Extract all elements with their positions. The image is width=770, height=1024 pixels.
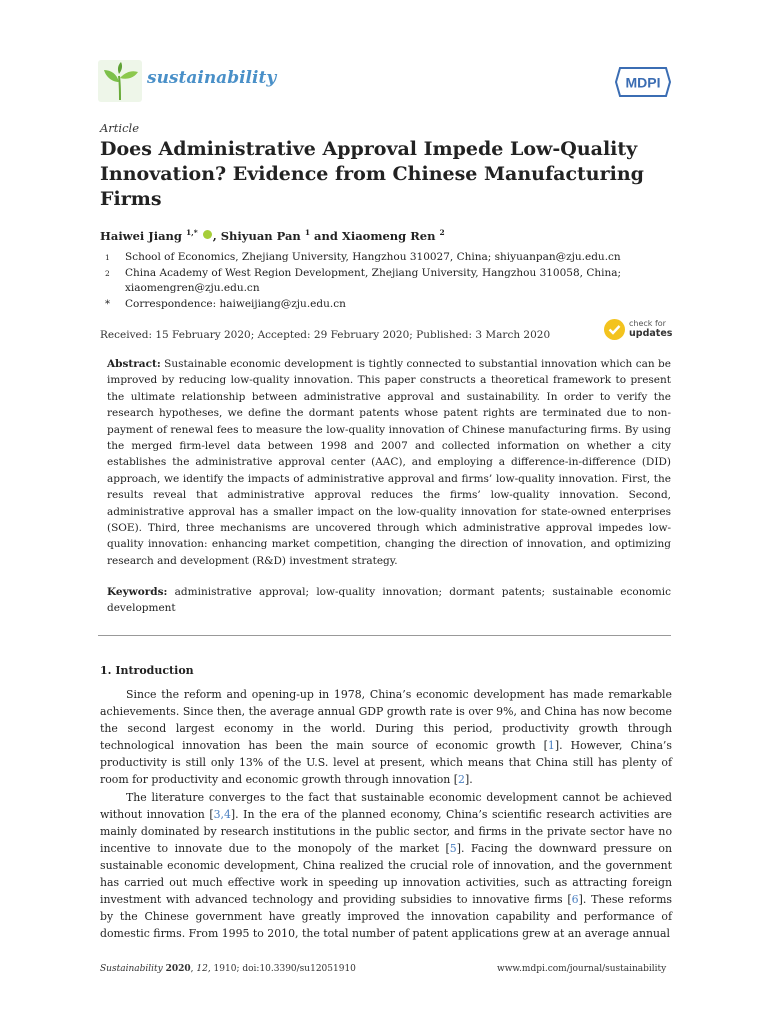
paragraph-text: Since the reform and opening-up in 1978, China’s economic development has made remarkable achievements. Since then, the average annual GDP growth rate is over 9%, and China has now become the second largest economy in the world. During this period, productivity growth through technological innovation has been the main source of economic growth [ [100,688,672,753]
citation-link[interactable]: 5 [449,841,457,855]
citation-link[interactable]: 3,4 [213,807,231,821]
affiliation [100,250,675,266]
abstract-text: Sustainable economic development is tightly connected to substantial innovation which can be improved by reducing low-quality innovation. This paper constructs a theoretical framework to present the ultimate relationship between administrative approval and sustainability. In order to verify the research hypotheses, we define the dormant patents whose patent rights are terminated due to non-payment of renewal fees to measure the low-quality innovation of Chinese manufacturing firms. By using the merged firm-level data between 1998 and 2007 and collected information on whether a city establishes the administrative approval center (AAC), and employing a difference-in-difference (DID) approach, we identify the impacts of administrative approval and firms’ low-quality innovation. First, the results reveal that administrative approval reduces the firms’ low-quality innovation. Second, administrative approval has a smaller impact on the low-quality innovation for state-owned enterprises (SOE). Third, three mechanisms are uncovered through which administrative approval impedes low-quality innovation: enhancing market competition, changing the direction of innovation, and optimizing research and development (R&D) investment strategy. [107,358,671,567]
affiliation-number: 1 [105,253,110,262]
citation-link[interactable]: 1 [547,739,555,753]
affiliations [100,250,675,312]
abstract-label: Abstract: [107,358,161,370]
author-name[interactable]: Xiaomeng Ren [341,228,436,243]
paragraph [100,686,672,789]
check-updates-label [629,319,672,338]
affiliation-text: School of Economics, Zhejiang University, Hangzhou 310027, China; shiyuanpan@zju.edu.cn [125,251,621,263]
author-separator: , [212,228,221,243]
correspondence-text[interactable]: Correspondence: haiweijiang@zju.edu.cn [125,297,346,310]
author-affil-marker: 2 [439,228,445,237]
keywords-label: Keywords: [107,586,168,598]
footer-volume: 12 [196,964,208,974]
check-for-updates-button[interactable] [604,317,674,341]
footer-year: 2020 [165,964,191,974]
paragraph-text: ]. In the era of the planned economy, China’s scientific research activities are mainly dominated by research institutions in the public sector, and firms in the private sector have no incentive to innovate due to the monopoly of the market [ [100,807,672,855]
paragraph-text: ]. These reforms by the Chinese government have greatly improved the innovation capability and performance of domestic firms. From 1995 to 2010, the total number of patent applications grew at an average annual [100,893,672,941]
affiliation [100,281,675,297]
author-name[interactable]: Shiyuan Pan [220,228,301,243]
mdpi-logo [614,66,672,102]
affiliation [100,266,675,282]
author-affil-marker: 1,* [185,228,198,237]
paragraph-text: ]. [464,773,473,787]
author-separator: and [310,228,342,243]
affiliation-email[interactable]: xiaomengren@zju.edu.cn [125,282,260,294]
check-updates-line1: check for [629,319,666,328]
author-affil-marker: 1 [304,228,311,237]
footer-url[interactable]: www.mdpi.com/journal/sustainability [497,964,667,974]
footer-doi[interactable]: , 1910; doi:10.3390/su12051910 [207,964,356,974]
section-body [100,686,672,942]
mdpi-logo-text: MDPI [625,74,661,91]
journal-name: sustainability [147,68,277,88]
journal-logo [98,60,142,102]
paragraph-text: ]. Facing the downward pressure on sustainable economic development, China realized the crucial role of innovation, and the government has carried out much effective work in speeding up innovation activities, such as attracting foreign investment with advanced technology and providing subsidies to innovative firms [ [100,841,672,907]
orcid-icon[interactable] [203,230,212,239]
section-heading: 1. Introduction [100,664,194,677]
citation-link[interactable]: 2 [458,773,465,787]
citation-link[interactable]: 6 [571,893,579,907]
article-title: Does Administrative Approval Impede Low-Quality Innovation? Evidence from Chinese Manufacturing Firms [100,138,644,210]
divider [98,635,671,636]
check-updates-icon [604,319,625,340]
affiliation-text: China Academy of West Region Development, Zhejiang University, Hangzhou 310058, China; [125,266,622,279]
affiliation-number: 2 [105,268,110,278]
paragraph-text: ]. However, China’s productivity is still only 13% of the U.S. level at present, which means that China still has plenty of room for productivity and economic growth through innovation [ [100,739,672,787]
paragraph [100,789,672,943]
keywords [107,584,671,616]
author-list [100,228,445,243]
correspondence-marker: * [105,298,110,310]
abstract [107,356,671,569]
check-updates-line2: updates [629,327,673,339]
publication-dates: Received: 15 February 2020; Accepted: 29 February 2020; Published: 3 March 2020 [100,329,551,341]
footer-citation: Sustainability 2020, 12, 1910; doi:10.3390/su12051910 [100,964,356,974]
affiliation-number [100,281,125,297]
footer-journal: Sustainability [100,964,163,974]
article-type: Article [100,121,140,135]
correspondence [100,297,675,313]
keywords-text: administrative approval; low-quality innovation; dormant patents; sustainable economic development [107,586,671,614]
paragraph-text: The literature converges to the fact that sustainable economic development cannot be achieved without innovation [ [100,790,672,821]
author-name[interactable]: Haiwei Jiang [100,228,182,243]
